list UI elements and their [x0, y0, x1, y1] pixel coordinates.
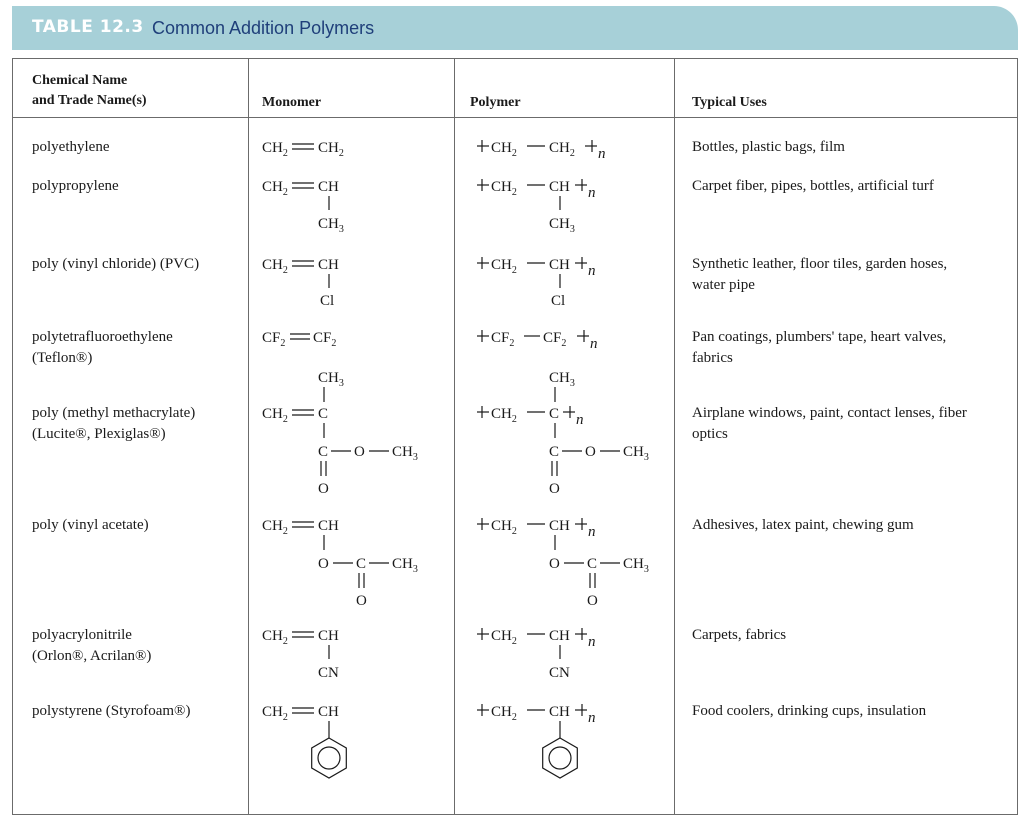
svg-text:O: O [354, 444, 365, 460]
row-name-polypropylene: polypropylene [32, 178, 119, 194]
svg-text:O: O [318, 556, 329, 572]
svg-text:CH2: $CH_2$ [491, 704, 517, 723]
svg-text:C: C [318, 406, 329, 422]
svg-text:O: O [356, 593, 367, 609]
svg-text:n: n [588, 524, 596, 540]
row-uses-pmma: Airplane windows, paint, contact lenses, fiber optics [692, 405, 967, 442]
monomer-polypropylene [262, 179, 344, 235]
row-uses-teflon: Pan coatings, plumbers' tape, heart valves, fabrics [692, 329, 947, 366]
svg-text:CH3: $CH_3$ [318, 370, 344, 389]
row-name-pan: polyacrylonitrile (Orlon®, Acrilan®) [32, 627, 152, 664]
svg-text:n: n [588, 634, 596, 650]
svg-text:n: n [598, 146, 606, 162]
table-title: Common Addition Polymers [152, 18, 375, 38]
row-name-teflon: polytetrafluoroethylene (Teflon®) [32, 329, 173, 366]
svg-text:CH2: $CH_2$ [491, 406, 517, 425]
svg-text:CH2: $CH_2$ [262, 628, 288, 647]
monomer-pvc [262, 257, 339, 309]
svg-text:CF2: $CF_2$ [543, 330, 567, 349]
svg-text:CH3: $CH_3$ [623, 556, 649, 575]
svg-text:CH: CH [318, 704, 339, 720]
svg-text:CN: CN [549, 665, 570, 681]
svg-text:C: C [587, 556, 598, 572]
row-uses-polypropylene: Carpet fiber, pipes, bottles, artificial turf [692, 178, 934, 194]
svg-text:CH2: $CH_2$ [262, 704, 288, 723]
svg-text:CH3: $CH_3$ [392, 444, 418, 463]
svg-text:CH: CH [318, 179, 339, 195]
svg-text:CH: CH [549, 628, 570, 644]
svg-text:n: n [590, 336, 598, 352]
monomer-pan [262, 628, 339, 681]
polymer-pan [477, 628, 596, 681]
svg-text:O: O [585, 444, 596, 460]
svg-text:CH2: $CH_2$ [262, 257, 288, 276]
svg-text:CH2: $CH_2$ [549, 140, 575, 159]
svg-text:C: C [549, 406, 560, 422]
svg-text:CH3: $CH_3$ [623, 444, 649, 463]
polymer-polypropylene [477, 179, 596, 235]
svg-text:CN: CN [318, 665, 339, 681]
row-name-pmma: poly (methyl methacrylate) (Lucite®, Plexiglas®) [32, 405, 196, 442]
svg-text:CF2: $CF_2$ [313, 330, 337, 349]
svg-text:CH2: $CH_2$ [491, 140, 517, 159]
row-name-polystyrene: polystyrene (Styrofoam®) [32, 703, 191, 719]
svg-text:O: O [587, 593, 598, 609]
svg-text:CH2: $CH_2$ [491, 628, 517, 647]
header-name-line2: and Trade Name(s) [32, 93, 147, 108]
svg-text:CH2: $CH_2$ [262, 140, 288, 159]
svg-text:CH2: $CH_2$ [318, 140, 344, 159]
monomer-polystyrene [262, 704, 346, 778]
svg-text:O: O [549, 556, 560, 572]
polymer-pva [477, 518, 649, 609]
svg-text:CH2: $CH_2$ [491, 518, 517, 537]
row-uses-polystyrene: Food coolers, drinking cups, insulation [692, 703, 927, 719]
svg-text:Cl: Cl [551, 293, 566, 309]
svg-text:CH2: $CH_2$ [262, 179, 288, 198]
svg-text:CH3: $CH_3$ [392, 556, 418, 575]
monomer-teflon [262, 330, 336, 349]
polymer-polyethylene [477, 140, 606, 162]
polymer-pvc [477, 257, 596, 309]
svg-text:n: n [576, 412, 584, 428]
svg-text:CH: CH [549, 704, 570, 720]
row-name-polyethylene: polyethylene [32, 139, 110, 155]
benzene-ring-icon [543, 738, 578, 778]
svg-text:CH2: $CH_2$ [262, 518, 288, 537]
svg-text:CH2: $CH_2$ [491, 179, 517, 198]
polymer-teflon [477, 330, 598, 352]
svg-text:CH: CH [318, 257, 339, 273]
header-typical-uses: Typical Uses [692, 95, 767, 110]
svg-text:CH3: $CH_3$ [549, 216, 575, 235]
monomer-pva [262, 518, 418, 609]
svg-text:O: O [549, 481, 560, 497]
svg-text:CH: CH [318, 628, 339, 644]
svg-text:CH3: $CH_3$ [549, 370, 575, 389]
svg-text:CH: CH [318, 518, 339, 534]
svg-text:CF2: $CF_2$ [491, 330, 515, 349]
row-name-pva: poly (vinyl acetate) [32, 517, 149, 533]
polymer-polystyrene [477, 704, 596, 778]
svg-text:n: n [588, 710, 596, 726]
header-polymer: Polymer [470, 95, 521, 110]
svg-text:Cl: Cl [320, 293, 335, 309]
row-uses-pan: Carpets, fabrics [692, 627, 787, 643]
svg-text:O: O [318, 481, 329, 497]
row-uses-polyethylene: Bottles, plastic bags, film [692, 139, 845, 155]
svg-text:n: n [588, 185, 596, 201]
header-monomer: Monomer [262, 95, 322, 110]
svg-text:C: C [549, 444, 560, 460]
row-name-pvc: poly (vinyl chloride) (PVC) [32, 256, 200, 272]
svg-text:n: n [588, 263, 596, 279]
svg-text:CH: CH [549, 179, 570, 195]
table-label: TABLE 12.3 [32, 17, 144, 37]
svg-text:CH3: $CH_3$ [318, 216, 344, 235]
polymer-pmma [477, 370, 649, 497]
svg-text:CH2: $CH_2$ [491, 257, 517, 276]
svg-text:CF2: $CF_2$ [262, 330, 286, 349]
monomer-polyethylene [262, 140, 344, 159]
svg-text:CH: CH [549, 257, 570, 273]
header-name-line1: Chemical Name [32, 73, 128, 88]
row-uses-pva: Adhesives, latex paint, chewing gum [692, 517, 914, 533]
svg-text:CH2: $CH_2$ [262, 406, 288, 425]
monomer-pmma [262, 370, 418, 497]
row-uses-pvc: Synthetic leather, floor tiles, garden hoses, water pipe [692, 256, 948, 293]
svg-text:CH: CH [549, 518, 570, 534]
svg-text:C: C [356, 556, 367, 572]
svg-text:C: C [318, 444, 329, 460]
benzene-ring-icon [312, 738, 347, 778]
